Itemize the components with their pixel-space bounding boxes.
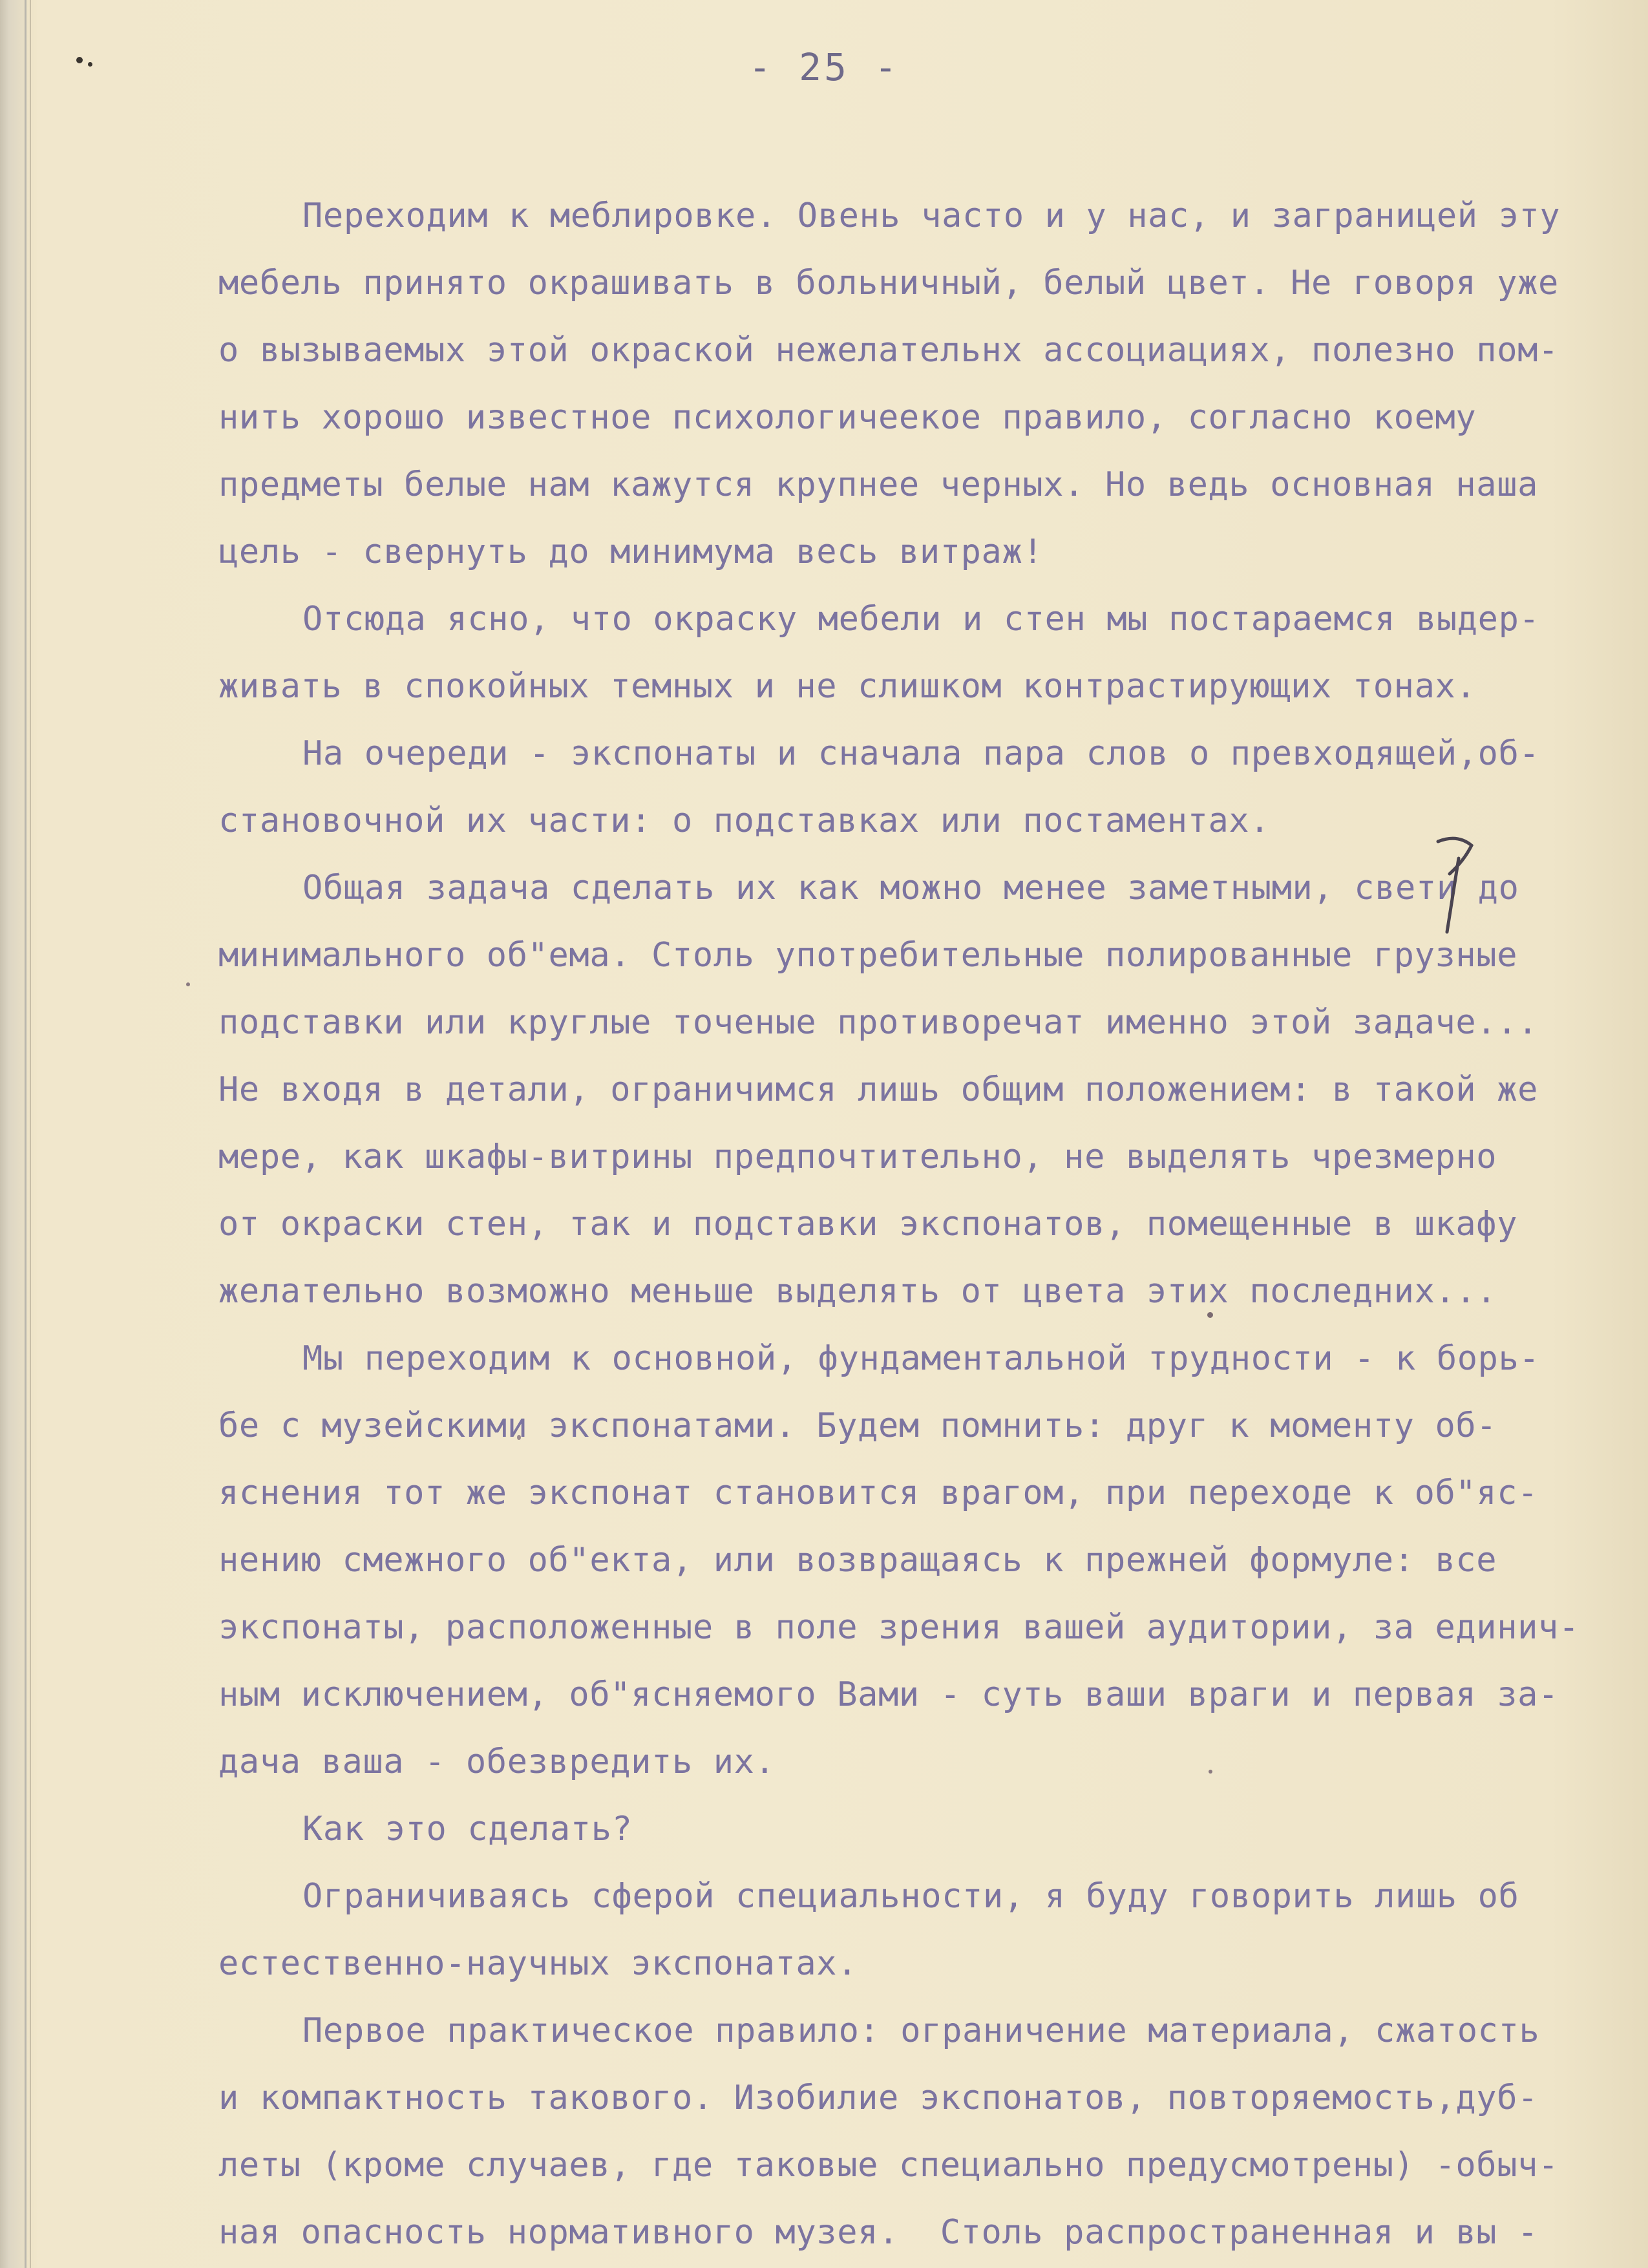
text-line: леты (кроме случаев, где таковые специально предусмотрены) -обыч- <box>218 2146 1559 2185</box>
ink-speck <box>186 982 190 986</box>
text-line: Первое практическое правило: ограничение материала, сжатость <box>302 2011 1540 2050</box>
text-line: желательно возможно меньше выделять от цвета этих последних... <box>218 1272 1497 1311</box>
text-line: живать в спокойных темных и не слишком контрастирующих тонах. <box>218 667 1477 706</box>
text-line: мебель принято окрашивать в больничный, белый цвет. Не говоря уже <box>218 264 1559 302</box>
text-line: цель - свернуть до минимума весь витраж! <box>218 533 1044 571</box>
text-line: Отсюда ясно, что окраску мебели и стен мы постараемся выдер- <box>302 600 1540 639</box>
text-line: ным исключением, об"ясняемого Вами - суть ваши враги и первая за- <box>218 1675 1559 1714</box>
body-text <box>218 182 1647 2266</box>
text-line: бе с музейскими экспонатами. Будем помнить: друг к моменту об- <box>218 1406 1497 1445</box>
page-number: - 25 - <box>748 45 900 89</box>
text-line: мере, как шкафы-витрины предпочтительно, не выделять чрезмерно <box>218 1138 1497 1176</box>
text-line: Мы переходим к основной, фундаментальной трудности - к борь- <box>302 1339 1540 1378</box>
text-line: ная опасность нормативного музея. Столь распространенная и вы - <box>218 2213 1539 2252</box>
binding-crease <box>30 0 31 2268</box>
text-line: нению смежного об"екта, или возвращаясь к прежней формуле: все <box>218 1541 1497 1580</box>
text-line: естественно-научных экспонатах. <box>218 1944 858 1983</box>
text-line: На очереди - экспонаты и сначала пара слов о превходящей,об- <box>302 734 1540 773</box>
text-line: нить хорошо известное психологичеекое правило, согласно коему <box>218 398 1477 437</box>
text-line: предметы белые нам кажутся крупнее черных. Но ведь основная наша <box>218 465 1539 504</box>
text-line: подставки или круглые точеные противоречат именно этой задаче... <box>218 1003 1539 1042</box>
text-line: минимального об"ема. Столь употребительные полированные грузные <box>218 936 1518 975</box>
binding-edge <box>0 0 26 2268</box>
text-line: дача ваша - обезвредить их. <box>218 1743 776 1781</box>
text-line: и компактность такового. Изобилие экспонатов, повторяемость,дуб- <box>218 2079 1539 2117</box>
text-line: Как это сделать? <box>302 1810 633 1849</box>
text-line: экспонаты, расположенные в поле зрения вашей аудитории, за единич- <box>218 1608 1579 1647</box>
text-line: Переходим к меблировке. Овень часто и у нас, и заграницей эту <box>302 196 1561 235</box>
text-line: Не входя в детали, ограничимся лишь общим положением: в такой же <box>218 1070 1539 1109</box>
pencil-correction-mark <box>1419 829 1483 938</box>
text-line: становочной их части: о подставках или постаментах. <box>218 801 1271 840</box>
text-line: яснения тот же экспонат становится врагом, при переходе к об"яс- <box>218 1474 1539 1512</box>
text-line: Общая задача сделать их как можно менее заметными, свети до <box>302 869 1519 907</box>
text-line: Ограничиваясь сферой специальности, я буду говорить лишь об <box>302 1877 1519 1916</box>
text-line: от окраски стен, так и подставки экспонатов, помещенные в шкафу <box>218 1205 1518 1244</box>
text-line: о вызываемых этой окраской нежелательнх ассоциациях, полезно пом- <box>218 331 1559 370</box>
